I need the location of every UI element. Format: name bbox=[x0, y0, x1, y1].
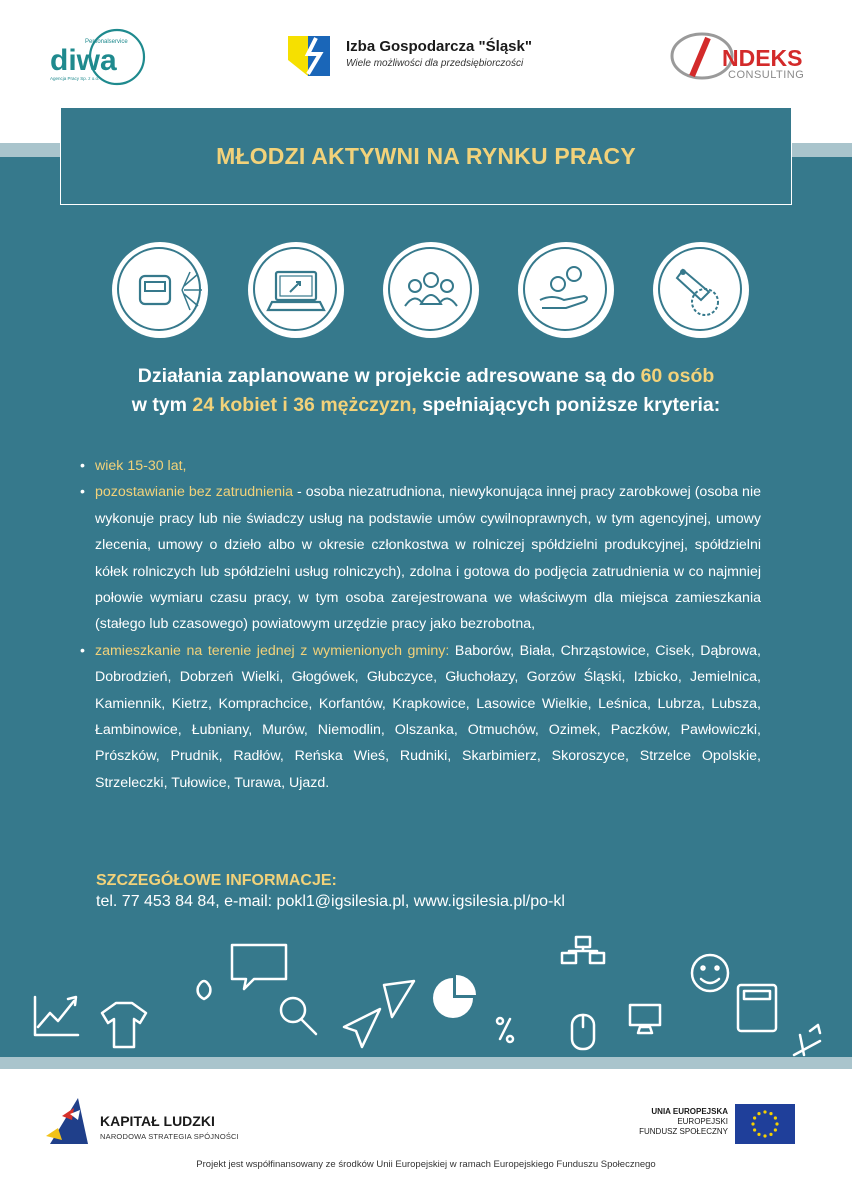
eu-star bbox=[753, 1116, 756, 1119]
igs-logo bbox=[286, 30, 546, 80]
eu-star bbox=[775, 1122, 778, 1125]
kapital-ludzki-logo bbox=[44, 1094, 94, 1149]
eu-star bbox=[757, 1112, 760, 1115]
criteria-text: - osoba niezatrudniona, niewykonująca innej pracy zarobkowej (osoba nie wykonuje pracy lub nie świadczy usług na podstawie umów cywilnoprawnych, w tym agencyjnej, umowy zlecenia, umowy o dzieło albo w okresie członkostwa w rolniczej spółdzielni produkcyjnej, spółdzielni kółek rolniczych lub spółdzielni usług rolniczych), zdolna i gotowa do podjęcia zatrudnienia w co najmniej połowie wymiaru czasu pracy, w tym osoba zarejestrowana we właściwym dla miejsca zamieszkania (stałego lub czasowego) powiatowym urzędzie pracy jako bezrobotna, bbox=[95, 484, 761, 633]
intro-line1-pre: Działania zaplanowane w projekcie adresowane są do bbox=[137, 365, 641, 387]
eu-star bbox=[769, 1133, 772, 1136]
criteria-lead: zamieszkanie na terenie jednej z wymienionych gminy: bbox=[95, 642, 450, 659]
indeks-name: NDEKS bbox=[722, 45, 803, 71]
intro-text bbox=[40, 362, 812, 420]
eu-star bbox=[774, 1116, 777, 1119]
eu-line3: FUNDUSZ SPOŁECZNY bbox=[639, 1127, 728, 1136]
kapital-ludzki-subtitle: NARODOWA STRATEGIA SPÓJNOŚCI bbox=[100, 1132, 239, 1141]
eu-flag-icon bbox=[735, 1104, 795, 1144]
criteria-lead: pozostawianie bez zatrudnienia bbox=[95, 484, 294, 501]
info-label: SZCZEGÓŁOWE INFORMACJE: bbox=[96, 872, 337, 889]
eu-line2: EUROPEJSKI bbox=[677, 1117, 728, 1126]
criteria-item bbox=[80, 479, 761, 637]
eu-star bbox=[751, 1122, 754, 1125]
eu-star bbox=[757, 1133, 760, 1136]
criteria-list bbox=[80, 453, 761, 796]
kapital-ludzki-title: KAPITAŁ LUDZKI bbox=[100, 1113, 215, 1129]
decorative-doodles bbox=[0, 935, 852, 1060]
eu-star bbox=[763, 1134, 766, 1137]
eu-text bbox=[612, 1107, 728, 1137]
footnote: Projekt jest współfinansowany ze środków Unii Europejskiej w ramach Europejskiego Funduszu Społecznego bbox=[196, 1159, 656, 1170]
welding-mask-icon bbox=[112, 242, 208, 338]
side-stripe-left bbox=[0, 143, 60, 157]
diwa-logo bbox=[45, 28, 155, 86]
criteria-lead: wiek 15-30 lat, bbox=[95, 458, 187, 474]
indeks-sub: CONSULTING bbox=[728, 69, 805, 81]
diwa-name: diwa bbox=[50, 44, 117, 77]
eu-star bbox=[769, 1112, 772, 1115]
igs-tagline: Wiele możliwości dla przedsiębiorczości bbox=[346, 58, 524, 69]
eu-line1: UNIA EUROPEJSKA bbox=[651, 1107, 728, 1116]
intro-line2-highlight: 24 kobiet i 36 mężczyzn, bbox=[192, 394, 417, 416]
coins-hand-icon bbox=[518, 242, 614, 338]
people-group-icon bbox=[383, 242, 479, 338]
diwa-sub: Agencja Pracy Sp. z o.o. bbox=[50, 76, 100, 81]
eu-star bbox=[753, 1128, 756, 1131]
eu-star bbox=[763, 1110, 766, 1113]
diwa-top-text: Personalservice bbox=[85, 39, 128, 45]
circular-saw-icon bbox=[653, 242, 749, 338]
footer-stripe bbox=[0, 1057, 852, 1069]
intro-line2-post: spełniających poniższe kryteria: bbox=[416, 394, 721, 416]
laptop-icon bbox=[248, 242, 344, 338]
criteria-item bbox=[80, 638, 761, 796]
side-stripe-right bbox=[792, 143, 852, 157]
criteria-text: Baborów, Biała, Chrząstowice, Cisek, Dąbrowa, Dobrodzień, Dobrzeń Wielki, Głogówek, Głubczyce, Głuchołazy, Gorzów Śląski, Izbicko, Jemielnica, Kamiennik, Kietrz, Komprachcice, Korfantów, Krapkowice, Lasowice Wielkie, Leśnica, Lubrza, Lubsza, Łambinowice, Łubniany, Murów, Niemodlin, Olszanka, Otmuchów, Ozimek, Paczków, Pawłowiczki, Prószków, Prudnik, Radłów, Reńska Wieś, Rudniki, Skarbimierz, Skoroszyce, Strzelce Opolskie, Strzeleczki, Tułowice, Turawa, Ujazd. bbox=[95, 642, 762, 791]
igs-name: Izba Gospodarcza "Śląsk" bbox=[346, 38, 532, 55]
intro-line2-pre: w tym bbox=[131, 394, 193, 416]
criteria-item bbox=[80, 453, 761, 479]
contact-info[interactable]: tel. 77 453 84 84, e-mail: pokl1@igsilesia.pl, www.igsilesia.pl/po-kl bbox=[96, 893, 565, 910]
indeks-logo bbox=[668, 30, 818, 85]
eu-star bbox=[774, 1128, 777, 1131]
title-box bbox=[60, 107, 792, 205]
page-title: MŁODZI AKTYWNI NA RYNKU PRACY bbox=[216, 143, 636, 169]
intro-line1-highlight: 60 osób bbox=[640, 365, 715, 387]
